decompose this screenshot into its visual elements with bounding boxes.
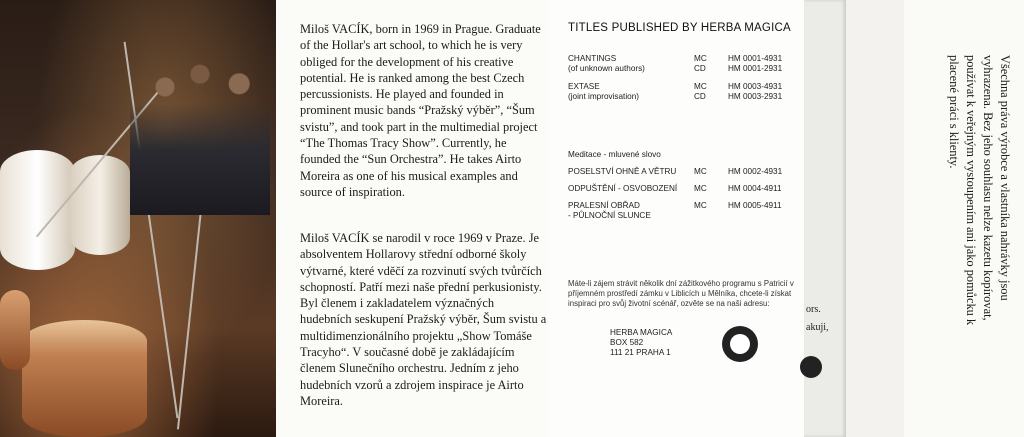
catalog-format: MC — [694, 82, 707, 91]
yin-yang-logo-icon — [800, 356, 822, 378]
catalog-title: ODPUŠTĚNÍ - OSVOBOZENÍ — [568, 184, 678, 193]
catalog-format: MC — [694, 201, 707, 210]
catalog-panel — [548, 0, 804, 437]
catalog-code: HM 0001-2931 — [728, 64, 783, 73]
cover-photo — [0, 0, 276, 437]
catalog-title: POSELSTVÍ OHNĚ A VĚTRU — [568, 167, 677, 176]
catalog-title: EXTASE — [568, 82, 600, 91]
catalog-code: HM 0003-4931 — [728, 82, 783, 91]
catalog-code: HM 0001-4931 — [728, 54, 783, 63]
conga-drum — [0, 150, 75, 270]
catalog-title: (of unknown authors) — [568, 64, 645, 73]
bongo-drum — [0, 290, 30, 370]
bongo-drum — [22, 320, 147, 437]
catalog-code: HM 0005-4911 — [728, 201, 782, 210]
catalog-title: CHANTINGS — [568, 54, 617, 63]
yin-yang-logo-icon — [722, 326, 758, 362]
catalog-format: CD — [694, 64, 706, 73]
address-line: 111 21 PRAHA 1 — [610, 348, 671, 357]
catalog-code: HM 0004-4911 — [728, 184, 782, 193]
retreat-info: Máte-li zájem strávit několik dní zážitkového programu s Patricií v příjemném prostředí zámku v Liblicích u Mělníka, chcete-li získat inspiraci pro svůj životní scénář, ozvěte se na naši adresu: — [568, 279, 794, 308]
catalog-title: - PŮLNOČNÍ SLUNCE — [568, 211, 651, 220]
audience-heads — [130, 55, 270, 215]
folded-flap — [846, 0, 904, 437]
catalog-format: MC — [694, 54, 707, 63]
catalog-heading: TITLES PUBLISHED BY HERBA MAGICA — [568, 22, 791, 34]
catalog-format: CD — [694, 92, 706, 101]
text-fragment: akuji, — [806, 322, 829, 333]
catalog-title: (joint improvisation) — [568, 92, 639, 101]
biography-czech: Miloš VACÍK se narodil v roce 1969 v Praze. Je absolventem Hollarovy střední odborné školy výtvarné, které vděčí za rozvinutí svých tvůrčích schopností. Patří mezi naše přední perkusionisty. Byl členem i zakladatelem význačných hudebních seskupení Pražský výběr, Šum svistu a multidimenzionálního projektu „Show Tomáše Tracyho“. V současné době je zakládajícím členem Slunečního orchestru. Jedním z jeho hudebních vzorů a zdrojem inspirace je Airto Moreira. — [300, 231, 547, 408]
conga-drum — [70, 155, 130, 255]
biography-panel — [276, 0, 548, 437]
publisher-address — [610, 328, 672, 358]
address-line: BOX 582 — [610, 338, 644, 347]
address-line: HERBA MAGICA — [610, 328, 673, 337]
catalog-code: HM 0003-2931 — [728, 92, 783, 101]
mic-stand — [177, 181, 205, 430]
biography-english: Miloš VACÍK, born in 1969 in Prague. Graduate of the Hollar's art school, to which he is very obliged for the development of his creative potential. He is ranked among the best Czech percussionists. He played and founded in prominent music bands “Pražský výběr”, “Šum svistu”, and took part in the multimedial project “The Thomas Tracy Show”. Currently, he founded the “Sun Orchestra”. He takes Airto Moreira as one of his musical examples and source of inspiration. — [300, 22, 541, 199]
catalog-format: MC — [694, 167, 707, 176]
catalog-title: PRALESNÍ OBŘAD — [568, 201, 640, 210]
rights-notice: Všechna práva výrobce a vlastníka nahrávky jsou vyhrazena. Bez jeho souhlasu nelze kazetu kopírovat, používat k veřejným vystoupením ani jako pomůcku k placené práci s klienty. — [947, 55, 1012, 326]
catalog-code: HM 0002-4931 — [728, 167, 783, 176]
text-fragment: ors. — [806, 304, 821, 315]
catalog-format: MC — [694, 184, 707, 193]
catalog-subheading: Meditace - mluvené slovo — [568, 150, 661, 159]
